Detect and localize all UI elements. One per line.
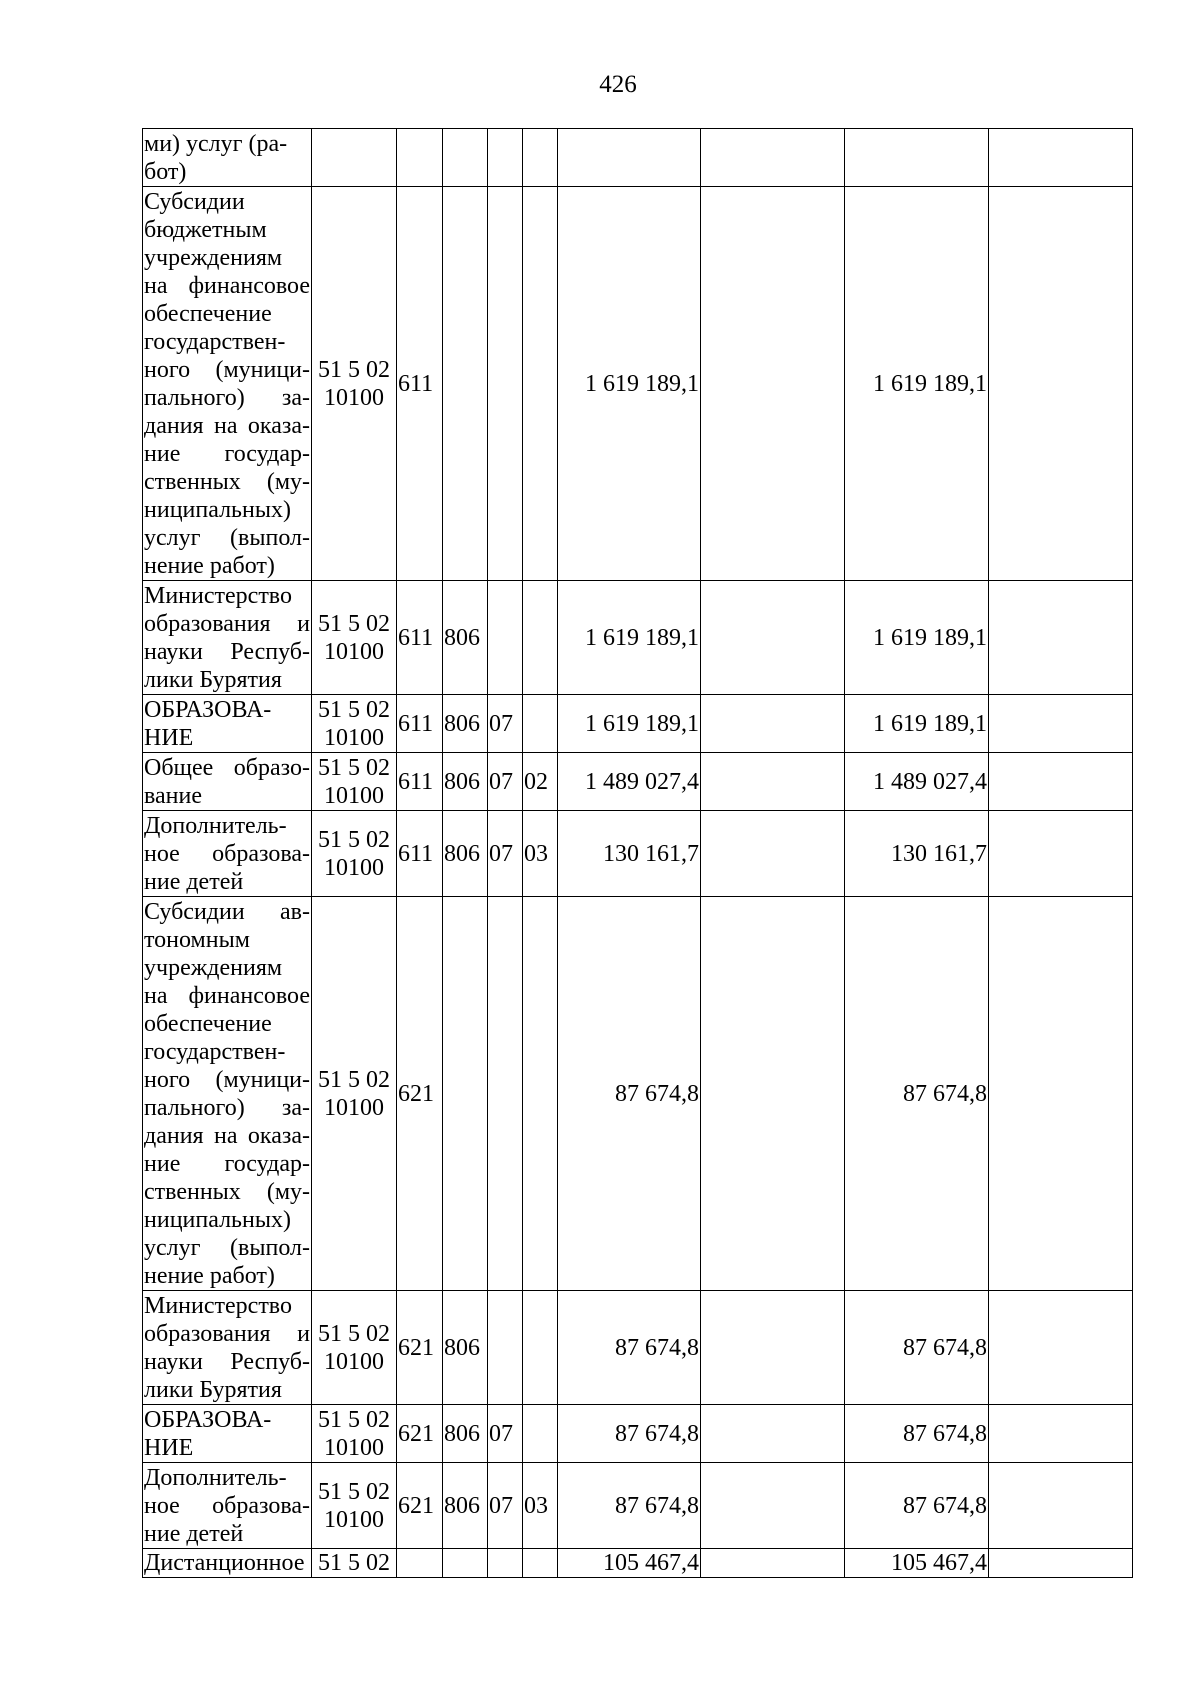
row-rz: 07 (488, 1405, 523, 1463)
row-col2 (701, 581, 845, 695)
row-pr: 02 (523, 753, 558, 811)
row-vr (397, 129, 443, 187)
row-total: 1 619 189,1 (558, 581, 701, 695)
row-csr: 51 5 02 10100 (312, 581, 397, 695)
row-grbs: 806 (443, 753, 488, 811)
row-col2 (701, 897, 845, 1291)
row-vr: 611 (397, 695, 443, 753)
row-pr (523, 129, 558, 187)
row-col2 (701, 753, 845, 811)
row-rz (488, 129, 523, 187)
table-row (143, 1549, 1133, 1578)
row-pr (523, 187, 558, 581)
row-col2 (701, 129, 845, 187)
row-col4 (989, 1463, 1133, 1549)
row-grbs: 806 (443, 695, 488, 753)
row-col2 (701, 187, 845, 581)
row-col4 (989, 581, 1133, 695)
row-grbs (443, 1549, 488, 1578)
row-total: 87 674,8 (558, 1463, 701, 1549)
row-total: 1 489 027,4 (558, 753, 701, 811)
row-vr: 621 (397, 1291, 443, 1405)
row-col2 (701, 1463, 845, 1549)
row-name: Дополнитель-ное образова-ние детей (144, 1464, 310, 1547)
row-pr (523, 1549, 558, 1578)
row-pr: 03 (523, 1463, 558, 1549)
row-col2 (701, 1291, 845, 1405)
row-col3: 1 619 189,1 (845, 187, 989, 581)
row-grbs: 806 (443, 811, 488, 897)
row-col3: 87 674,8 (845, 1463, 989, 1549)
row-pr (523, 695, 558, 753)
row-col4 (989, 753, 1133, 811)
row-csr: 51 5 02 10100 (312, 1291, 397, 1405)
table-row (143, 811, 1133, 897)
row-grbs (443, 187, 488, 581)
row-total: 130 161,7 (558, 811, 701, 897)
row-col3: 1 619 189,1 (845, 695, 989, 753)
row-total: 1 619 189,1 (558, 187, 701, 581)
row-csr: 51 5 02 10100 (312, 753, 397, 811)
row-col3: 130 161,7 (845, 811, 989, 897)
row-name: Министерство образования и науки Респуб-лики Бурятия (144, 582, 310, 693)
row-rz (488, 897, 523, 1291)
row-csr (312, 129, 397, 187)
row-total (558, 129, 701, 187)
table-row (143, 1291, 1133, 1405)
row-name: ОБРАЗОВА-НИЕ (143, 1405, 312, 1463)
row-col2 (701, 811, 845, 897)
budget-table (142, 128, 1133, 1578)
row-csr: 51 5 02 10100 (312, 1405, 397, 1463)
row-col3: 87 674,8 (845, 897, 989, 1291)
row-total: 87 674,8 (558, 1291, 701, 1405)
row-vr: 621 (397, 897, 443, 1291)
row-col3 (845, 129, 989, 187)
row-col3: 1 489 027,4 (845, 753, 989, 811)
table-row (143, 695, 1133, 753)
row-grbs: 806 (443, 1291, 488, 1405)
row-total: 87 674,8 (558, 1405, 701, 1463)
row-csr: 51 5 02 10100 (312, 695, 397, 753)
table-row (143, 753, 1133, 811)
row-col4 (989, 695, 1133, 753)
row-total: 1 619 189,1 (558, 695, 701, 753)
row-pr (523, 581, 558, 695)
row-col4 (989, 1291, 1133, 1405)
row-vr: 621 (397, 1463, 443, 1549)
row-col3: 1 619 189,1 (845, 581, 989, 695)
row-vr: 611 (397, 581, 443, 695)
row-vr: 611 (397, 753, 443, 811)
row-name: Дистанционное (143, 1549, 312, 1578)
row-name: Министерство образования и науки Респуб-лики Бурятия (144, 1292, 310, 1403)
row-rz: 07 (488, 753, 523, 811)
row-pr (523, 1291, 558, 1405)
row-rz (488, 1549, 523, 1578)
table-row (143, 187, 1133, 581)
row-col2 (701, 1405, 845, 1463)
row-col3: 87 674,8 (845, 1405, 989, 1463)
row-grbs: 806 (443, 581, 488, 695)
row-col3: 105 467,4 (845, 1549, 989, 1578)
row-col2 (701, 1549, 845, 1578)
row-name: ОБРАЗОВА-НИЕ (143, 695, 312, 753)
row-rz: 07 (488, 1463, 523, 1549)
row-csr: 51 5 02 10100 (312, 187, 397, 581)
row-grbs (443, 897, 488, 1291)
row-csr: 51 5 02 10100 (312, 897, 397, 1291)
row-rz (488, 581, 523, 695)
row-col4 (989, 1405, 1133, 1463)
row-name: ми) услуг (ра- бот) (143, 129, 312, 187)
row-grbs: 806 (443, 1463, 488, 1549)
row-rz: 07 (488, 811, 523, 897)
row-vr (397, 1549, 443, 1578)
table-row (143, 129, 1133, 187)
row-vr: 611 (397, 811, 443, 897)
table-row (143, 897, 1133, 1291)
row-pr (523, 897, 558, 1291)
row-total: 105 467,4 (558, 1549, 701, 1578)
row-col4 (989, 811, 1133, 897)
row-col4 (989, 897, 1133, 1291)
row-grbs (443, 129, 488, 187)
row-rz (488, 1291, 523, 1405)
row-grbs: 806 (443, 1405, 488, 1463)
row-pr: 03 (523, 811, 558, 897)
row-col4 (989, 129, 1133, 187)
page-number: 426 (599, 71, 637, 98)
row-name: Дополнитель-ное образова-ние детей (144, 812, 310, 895)
row-rz (488, 187, 523, 581)
row-col2 (701, 695, 845, 753)
row-name: Общее образо-вание (144, 754, 310, 809)
row-rz: 07 (488, 695, 523, 753)
row-col4 (989, 187, 1133, 581)
table-row (143, 1463, 1133, 1549)
row-vr: 621 (397, 1405, 443, 1463)
row-csr: 51 5 02 (312, 1549, 397, 1578)
row-col4 (989, 1549, 1133, 1578)
row-vr: 611 (397, 187, 443, 581)
row-csr: 51 5 02 10100 (312, 1463, 397, 1549)
row-name: Субсидии ав-тономным учреждениям на финансовое обеспечение государствен-ного (муници-пального) за-дания на оказа-ние государ-ственных (му-ниципальных) услуг (выпол-нение работ) (144, 898, 310, 1289)
row-name: Субсидии бюджетным учреждениям на финансовое обеспечение государствен-ного (муници-пального) за-дания на оказа-ние государ-ственных (му-ниципальных) услуг (выпол-нение работ) (144, 188, 310, 579)
row-col3: 87 674,8 (845, 1291, 989, 1405)
row-total: 87 674,8 (558, 897, 701, 1291)
table-row (143, 581, 1133, 695)
table-body (143, 129, 1133, 1578)
table-row (143, 1405, 1133, 1463)
row-csr: 51 5 02 10100 (312, 811, 397, 897)
row-pr (523, 1405, 558, 1463)
